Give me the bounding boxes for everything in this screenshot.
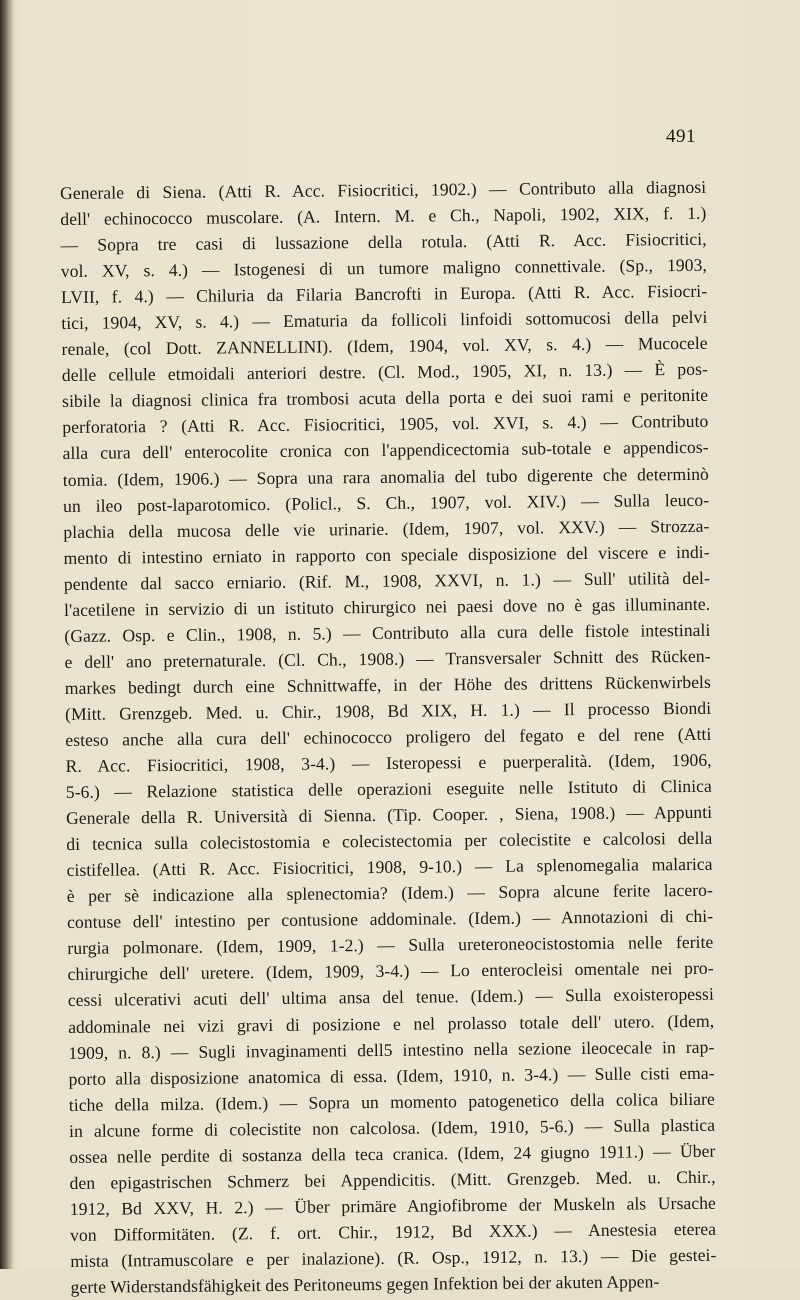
- text-line: cessi ulcerativi acuti dell' ultima ansa del tenue. (Idem.) — Sulla exoisteropessi: [67, 984, 714, 1011]
- text-line: cistifellea. (Atti R. Acc. Fisiocritici, 1908, 9-10.) — La splenomegalia malarica: [66, 853, 713, 881]
- text-line: (Mitt. Grenzgeb. Med. u. Chir., 1908, Bd XIX, H. 1.) — Il processo Biondi: [65, 697, 712, 724]
- text-line: von Difformitäten. (Z. f. ort. Chir., 1912, Bd XXX.) — Anestesia eterea: [70, 1218, 717, 1245]
- text-line: ossea nelle perdite di sostanza della teca cranica. (Idem, 24 giugno 1911.) — Über: [69, 1140, 716, 1167]
- text-line: tici, 1904, XV, s. 4.) — Ematuria da follicoli linfoidi sottomucosi della pelvi: [61, 307, 708, 334]
- text-line: mista (Intramuscolare e per inalazione). (R. Osp., 1912, n. 13.) — Die gestei-: [70, 1244, 717, 1271]
- text-line: esteso anche alla cura dell' echinococco proligero del fegato e del rene (Atti: [65, 723, 712, 750]
- bibliography-text: [60, 174, 717, 1300]
- text-line: Generale di Siena. (Atti R. Acc. Fisiocritici, 1902.) — Contributo alla diagnosi: [60, 176, 707, 203]
- text-line: LVII, f. 4.) — Chiluria da Filaria Bancrofti in Europa. (Atti R. Acc. Fisiocri-: [61, 280, 708, 308]
- text-line: porto alla disposizione anatomica di essa. (Idem, 1910, n. 3-4.) — Sulle cisti ema-: [68, 1062, 715, 1089]
- text-line: plachia della mucosa delle vie urinarie. (Idem, 1907, vol. XXV.) — Strozza-: [63, 515, 710, 542]
- text-line: alla cura dell' enterocolite cronica con l'appendicectomia sub-totale e appendicos-: [62, 437, 709, 464]
- text-line: è per sè indicazione alla splenectomia? (Idem.) — Sopra alcune ferite lacero-: [66, 880, 713, 907]
- text-line: chirurgiche dell' uretere. (Idem, 1909, 3-4.) — Lo enterocleisi omentale nei pro-: [67, 958, 714, 985]
- text-line: perforatoria ? (Atti R. Acc. Fisiocritici, 1905, vol. XVI, s. 4.) — Contributo: [62, 411, 709, 438]
- text-line: renale, (col Dott. ZANNELLINI). (Idem, 1904, vol. XV, s. 4.) — Mucocele: [61, 333, 708, 360]
- page-binding-shadow: [0, 0, 14, 1269]
- text-line: 1909, n. 8.) — Sugli invaginamenti dell5 intestino nella sezione ileocecale in rap-: [68, 1036, 715, 1063]
- text-line: contuse dell' intestino per contusione addominale. (Idem.) — Annotazioni di chi-: [67, 906, 714, 933]
- page-number: 491: [666, 126, 696, 147]
- text-line: (Gazz. Osp. e Clin., 1908, n. 5.) — Contributo alla cura delle fistole intestinali: [64, 619, 711, 646]
- text-line: pendente dal sacco erniario. (Rif. M., 1908, XXVI, n. 1.) — Sull' utilità del-: [63, 567, 710, 594]
- text-line: — Sopra tre casi di lussazione della rotula. (Atti R. Acc. Fisiocritici,: [60, 228, 707, 256]
- text-line: tiche della milza. (Idem.) — Sopra un momento patogenetico della colica biliare: [68, 1088, 715, 1115]
- text-line: rurgia polmonare. (Idem, 1909, 1-2.) — Sulla ureteroneocistostomia nelle ferite: [67, 932, 714, 959]
- text-line: addominale nei vizi gravi di posizione e nel prolasso totale dell' utero. (Idem,: [68, 1010, 715, 1037]
- text-line: tomia. (Idem, 1906.) — Sopra una rara anomalia del tubo digerente che determinò: [62, 463, 709, 490]
- text-line: sibile la diagnosi clinica fra trombosi acuta della porta e dei suoi rami e peritonite: [62, 385, 709, 412]
- text-line: Generale della R. Università di Sienna. (Tip. Cooper. , Siena, 1908.) — Appunti: [66, 801, 713, 829]
- text-line: dell' echinococco muscolare. (A. Intern. M. e Ch., Napoli, 1902, XIX, f. 1.): [60, 202, 707, 230]
- text-line: di tecnica sulla colecistostomia e colecistectomia per colecistite e calcolosi della: [66, 827, 713, 855]
- text-line: R. Acc. Fisiocritici, 1908, 3-4.) — Isteropessi e puerperalità. (Idem, 1906,: [65, 749, 712, 777]
- text-line: un ileo post-laparotomico. (Policl., S. Ch., 1907, vol. XIV.) — Sulla leuco-: [63, 489, 710, 516]
- text-line: delle cellule etmoidali anteriori destre. (Cl. Mod., 1905, XI, n. 13.) — È pos-: [61, 359, 708, 386]
- text-line: in alcune forme di colecistite non calcolosa. (Idem, 1910, 5-6.) — Sulla plastica: [69, 1114, 716, 1141]
- text-line: e dell' ano preternaturale. (Cl. Ch., 1908.) — Transversaler Schnitt des Rücken-: [64, 645, 711, 672]
- text-line: vol. XV, s. 4.) — Istogenesi di un tumore maligno connettivale. (Sp., 1903,: [60, 254, 707, 282]
- text-line: l'acetilene in servizio di un istituto chirurgico nei paesi dove no è gas illuminante.: [64, 593, 711, 620]
- text-line: markes bedingt durch eine Schnittwaffe, in der Höhe des drittens Rückenwirbels: [64, 671, 711, 698]
- text-line: 1912, Bd XXV, H. 2.) — Über primäre Angiofibrome der Muskeln als Ursache: [69, 1192, 716, 1219]
- text-line: gerte Widerstandsfähigkeit des Peritoneums gegen Infektion bei der akuten Appen-: [70, 1271, 660, 1297]
- text-line: mento di intestino erniato in rapporto con speciale disposizione del viscere e indi-: [63, 541, 710, 568]
- text-line: 5-6.) — Relazione statistica delle operazioni eseguite nelle Istituto di Clinica: [65, 775, 712, 803]
- text-line: den epigastrischen Schmerz bei Appendicitis. (Mitt. Grenzgeb. Med. u. Chir.,: [69, 1166, 716, 1193]
